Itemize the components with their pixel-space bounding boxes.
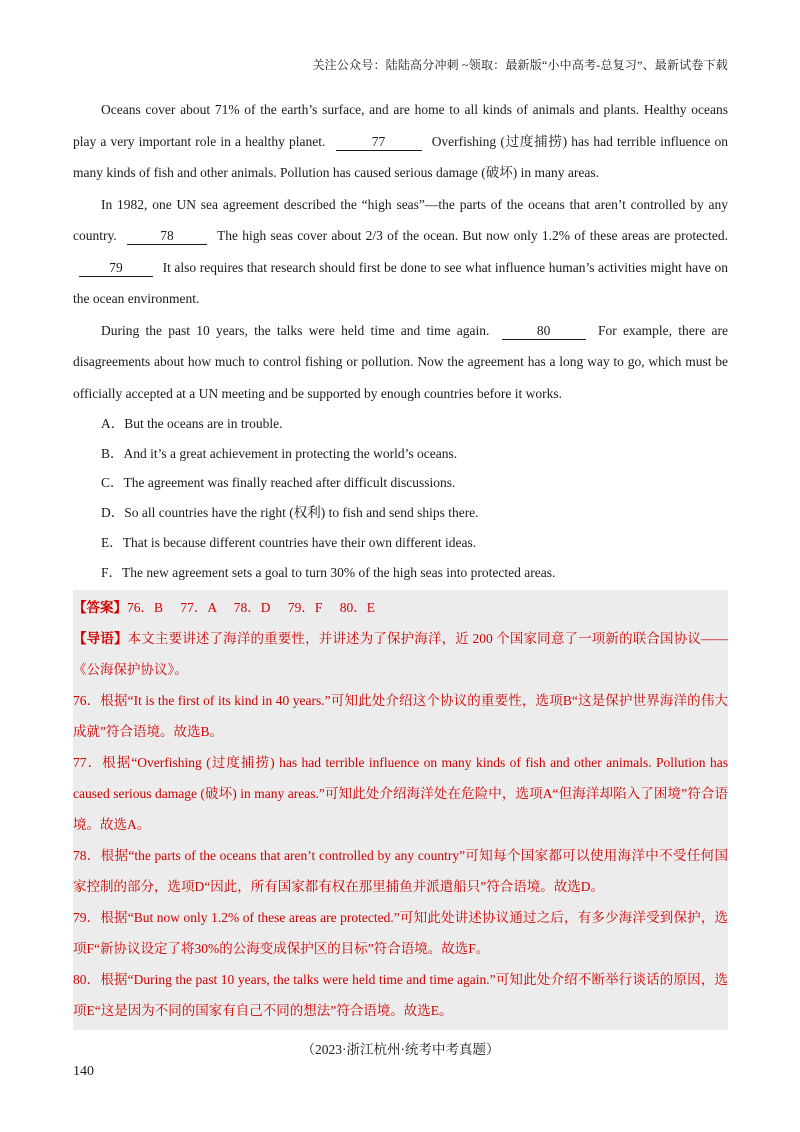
passage-paragraph-1 xyxy=(73,94,728,189)
answer-label: 【答案】 xyxy=(73,600,127,616)
blank-80: 80 xyxy=(502,323,586,340)
passage-text: The high seas cover about 2/3 of the ocean. But now only 1.2% of these areas are protected. xyxy=(217,228,728,243)
explanation-77: 77．根据“Overfishing (过度捕捞) has had terrible influence on many kinds of fish and other animals. Pollution has caused serious damage (破坏) in many areas.”可知此处介绍海洋处在危险中，选项A“但海洋却陷入了困境”符合语境。故选A。 xyxy=(73,755,728,833)
guide-label: 【导语】 xyxy=(73,631,128,647)
passage-paragraph-3 xyxy=(73,315,728,410)
explanation-76: 76．根据“It is the first of its kind in 40 years.”可知此处介绍这个协议的重要性，选项B“这是保护世界海洋的伟大成就”符合语境。故选B。 xyxy=(73,693,728,740)
option-c: C．The agreement was finally reached after difficult discussions. xyxy=(101,475,456,491)
document-body xyxy=(73,94,728,1058)
passage-text: In 1982, one UN sea agreement described the “high seas”—the parts of the oceans that aren’t controlled by any country. xyxy=(73,196,728,243)
source-citation: （2023·浙江杭州·统考中考真题） xyxy=(301,1042,500,1058)
answer-section xyxy=(73,590,728,1030)
blank-77: 77 xyxy=(336,134,422,151)
option-f: F．The new agreement sets a goal to turn 30% of the high seas into protected areas. xyxy=(101,564,556,580)
answer-line xyxy=(73,592,728,623)
passage-text: Oceans cover about 71% of the earth’s surface, and are home to all kinds of animals and plants. Healthy oceans play a very important role in a healthy planet. xyxy=(73,102,728,149)
passage-paragraph-2 xyxy=(73,189,728,315)
explanation-79: 79．根据“But now only 1.2% of these areas are protected.”可知此处讲述协议通过之后，有多少海洋受到保护，选项F“新协议设定了将30%的公海变成保护区的目标”符合语境。故选F。 xyxy=(73,910,728,957)
passage-text: It also requires that research should first be done to see what influence human’s activities might have on the ocean environment. xyxy=(73,259,728,306)
page-number: 140 xyxy=(73,1064,94,1079)
guide-line xyxy=(73,623,728,685)
blank-79: 79 xyxy=(79,260,153,277)
answer-text: 76．B 77．A 78．D 79．F 80．E xyxy=(127,600,376,616)
blank-78: 78 xyxy=(127,228,207,245)
option-b: B．And it’s a great achievement in protecting the world’s oceans. xyxy=(101,445,458,461)
passage-text: Overfishing (过度捕捞) has had terrible influence on many kinds of fish and other animals. Pollution has caused serious damage (破坏) in many areas. xyxy=(73,133,729,180)
option-a: A．But the oceans are in trouble. xyxy=(101,416,283,431)
passage-text: During the past 10 years, the talks were held time and time again. xyxy=(101,322,490,338)
options-list xyxy=(73,409,728,587)
passage-text: For example, there are disagreements about how much to control fishing or pollution. Now the agreement has a long way to go, which must be officially accepted at a UN meeting and be supported by enough countries before it works. xyxy=(73,322,729,401)
page-header: 关注公众号：陆陆高分冲刺 ~领取：最新版“小中高考-总复习”、最新试卷下载 xyxy=(312,58,728,72)
explanation-78: 78．根据“the parts of the oceans that aren’t controlled by any country”可知每个国家都可以使用海洋中不受任何国家控制的部分，选项D“因此，所有国家都有权在那里捕鱼并派遣船只”符合语境。故选D。 xyxy=(73,848,728,895)
option-d: D．So all countries have the right (权利) to fish and send ships there. xyxy=(101,505,479,521)
option-e: E．That is because different countries have their own different ideas. xyxy=(101,534,477,550)
guide-text: 本文主要讲述了海洋的重要性，并讲述为了保护海洋，近 200 个国家同意了一项新的联合国协议——《公海保护协议》。 xyxy=(73,631,728,678)
explanation-80: 80．根据“During the past 10 years, the talks were held time and time again.”可知此处介绍不断举行谈话的原因，选项E“这是因为不同的国家有自己不同的想法”符合语境。故选E。 xyxy=(73,972,728,1019)
